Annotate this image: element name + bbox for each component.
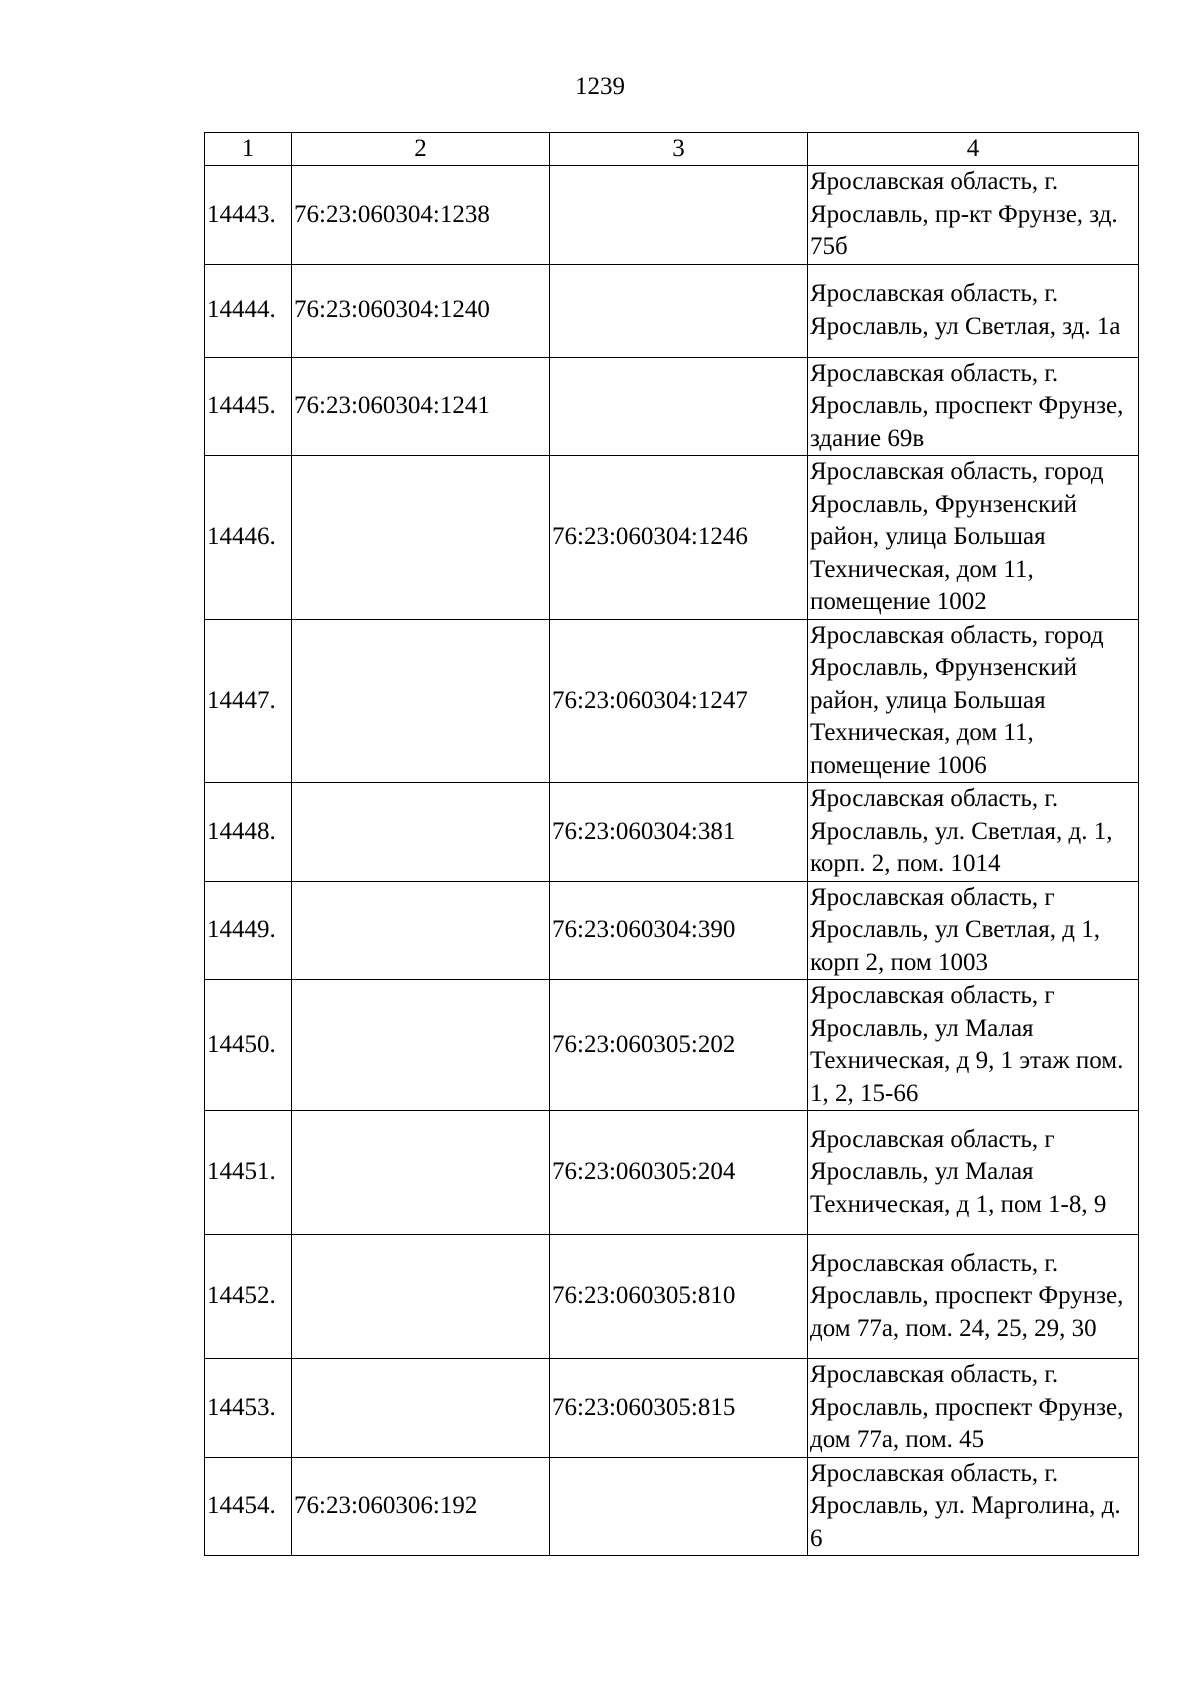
cadastral-number-cell: 76:23:060305:810 bbox=[550, 1235, 808, 1359]
cadastral-number-cell: 76:23:060306:192 bbox=[292, 1457, 550, 1556]
cadastral-number-cell: 76:23:060304:390 bbox=[550, 881, 808, 980]
cadastral-number-cell bbox=[292, 783, 550, 882]
cadastral-number-cell bbox=[292, 619, 550, 783]
cadastral-number-cell: 76:23:060304:381 bbox=[550, 783, 808, 882]
table-row bbox=[205, 783, 1139, 882]
address-cell: Ярославская область, город Ярославль, Фрунзенский район, улица Большая Техническая, дом 11, помещение 1006 bbox=[808, 619, 1139, 783]
table-body bbox=[205, 133, 1139, 1556]
row-number-cell: 14447. bbox=[205, 619, 292, 783]
column-header-1: 1 bbox=[205, 133, 292, 166]
cadastral-number-cell bbox=[292, 881, 550, 980]
cadastral-number-cell: 76:23:060304:1240 bbox=[292, 264, 550, 357]
cadastral-number-cell bbox=[292, 980, 550, 1111]
table-row bbox=[205, 357, 1139, 456]
address-cell: Ярославская область, г Ярославль, ул Малая Техническая, д 1, пом 1-8, 9 bbox=[808, 1111, 1139, 1235]
row-number-cell: 14449. bbox=[205, 881, 292, 980]
cadastral-number-cell bbox=[550, 264, 808, 357]
table-row bbox=[205, 619, 1139, 783]
address-cell: Ярославская область, г. Ярославль, ул. Марголина, д. 6 bbox=[808, 1457, 1139, 1556]
cadastral-number-cell: 76:23:060305:815 bbox=[550, 1359, 808, 1458]
column-header-3: 3 bbox=[550, 133, 808, 166]
cadastral-number-cell bbox=[550, 166, 808, 265]
row-number-cell: 14452. bbox=[205, 1235, 292, 1359]
table-row bbox=[205, 456, 1139, 620]
row-number-cell: 14448. bbox=[205, 783, 292, 882]
address-cell: Ярославская область, г. Ярославль, проспект Фрунзе, дом 77а, пом. 24, 25, 29, 30 bbox=[808, 1235, 1139, 1359]
address-cell: Ярославская область, г. Ярославль, ул. Светлая, д. 1, корп. 2, пом. 1014 bbox=[808, 783, 1139, 882]
row-number-cell: 14444. bbox=[205, 264, 292, 357]
cadastral-number-cell bbox=[292, 1111, 550, 1235]
row-number-cell: 14445. bbox=[205, 357, 292, 456]
table-header-row bbox=[205, 133, 1139, 166]
row-number-cell: 14443. bbox=[205, 166, 292, 265]
row-number-cell: 14454. bbox=[205, 1457, 292, 1556]
address-cell: Ярославская область, город Ярославль, Фрунзенский район, улица Большая Техническая, дом 11, помещение 1002 bbox=[808, 456, 1139, 620]
table-row bbox=[205, 1457, 1139, 1556]
table-row bbox=[205, 881, 1139, 980]
row-number-cell: 14450. bbox=[205, 980, 292, 1111]
page-number: 1239 bbox=[575, 73, 625, 100]
column-header-2: 2 bbox=[292, 133, 550, 166]
cadastral-number-cell bbox=[292, 1359, 550, 1458]
table-row bbox=[205, 980, 1139, 1111]
cadastral-number-cell: 76:23:060304:1247 bbox=[550, 619, 808, 783]
cadastral-number-cell: 76:23:060305:204 bbox=[550, 1111, 808, 1235]
cadastral-number-cell: 76:23:060304:1241 bbox=[292, 357, 550, 456]
address-cell: Ярославская область, г. Ярославль, пр-кт Фрунзе, зд. 75б bbox=[808, 166, 1139, 265]
cadastral-number-cell bbox=[550, 1457, 808, 1556]
cadastral-number-cell bbox=[550, 357, 808, 456]
row-number-cell: 14446. bbox=[205, 456, 292, 620]
address-cell: Ярославская область, г. Ярославль, проспект Фрунзе, здание 69в bbox=[808, 357, 1139, 456]
cadastral-number-cell: 76:23:060304:1246 bbox=[550, 456, 808, 620]
address-cell: Ярославская область, г Ярославль, ул Светлая, д 1, корп 2, пом 1003 bbox=[808, 881, 1139, 980]
column-header-4: 4 bbox=[808, 133, 1139, 166]
table-row bbox=[205, 1111, 1139, 1235]
table-row bbox=[205, 166, 1139, 265]
row-number-cell: 14451. bbox=[205, 1111, 292, 1235]
table-row bbox=[205, 1359, 1139, 1458]
cadastral-number-cell: 76:23:060305:202 bbox=[550, 980, 808, 1111]
cadastral-number-cell: 76:23:060304:1238 bbox=[292, 166, 550, 265]
address-cell: Ярославская область, г. Ярославль, ул Светлая, зд. 1а bbox=[808, 264, 1139, 357]
cadastral-number-cell bbox=[292, 456, 550, 620]
row-number-cell: 14453. bbox=[205, 1359, 292, 1458]
address-cell: Ярославская область, г. Ярославль, проспект Фрунзе, дом 77а, пом. 45 bbox=[808, 1359, 1139, 1458]
table-row bbox=[205, 264, 1139, 357]
table-row bbox=[205, 1235, 1139, 1359]
cadastral-number-cell bbox=[292, 1235, 550, 1359]
address-cell: Ярославская область, г Ярославль, ул Малая Техническая, д 9, 1 этаж пом. 1, 2, 15-66 bbox=[808, 980, 1139, 1111]
registry-table bbox=[204, 132, 1139, 1556]
